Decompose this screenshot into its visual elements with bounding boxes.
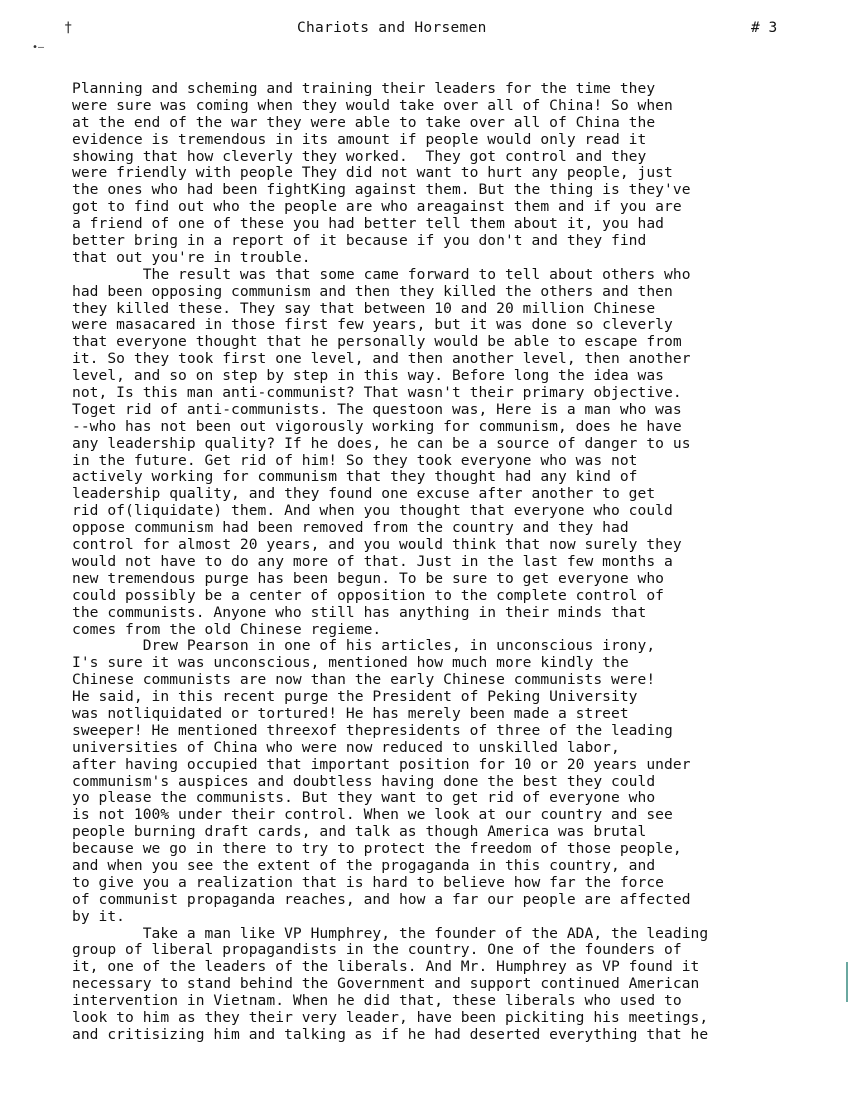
text-line: sweeper! He mentioned threexof thepresidents of three of the leading (72, 721, 673, 739)
text-line: of communist propaganda reaches, and how a far our people are affected (72, 890, 691, 908)
text-line: Drew Pearson in one of his articles, in unconscious irony, (72, 637, 656, 655)
text-line: look to him as they their very leader, have been pickiting his meetings, (72, 1008, 709, 1026)
text-line: the ones who had been fightKing against them. But the thing is they've (72, 181, 691, 199)
text-line: any leadership quality? If he does, he can be a source of danger to us (72, 434, 691, 452)
text-line: to give you a realization that is hard to believe how far the force (72, 873, 665, 891)
text-line: by it. (72, 907, 126, 925)
text-line: the communists. Anyone who still has anything in their minds that (72, 603, 647, 621)
text-line: that out you're in trouble. (72, 248, 311, 266)
text-line: Planning and scheming and training their leaders for the time they (72, 80, 656, 97)
text-line: universities of China who were now reduced to unskilled labor, (72, 738, 620, 756)
text-line: could possibly be a center of opposition to the complete control of (72, 586, 665, 604)
edge-mark (846, 962, 848, 1002)
text-line: it, one of the leaders of the liberals. And Mr. Humphrey as VP found it (72, 958, 700, 976)
text-line: people burning draft cards, and talk as though America was brutal (72, 823, 647, 841)
document-body (72, 81, 832, 1044)
text-line: a friend of one of these you had better tell them about it, you had (72, 215, 665, 233)
text-line: comes from the old Chinese regieme. (72, 620, 382, 638)
text-line: control for almost 20 years, and you would think that now surely they (72, 536, 682, 554)
text-line: they killed these. They say that between 10 and 20 million Chinese (72, 299, 656, 317)
text-line: communism's auspices and doubtless having done the best they could (72, 772, 656, 790)
text-line: would not have to do any more of that. Just in the last few months a (72, 552, 673, 570)
text-line: in the future. Get rid of him! So they took everyone who was not (72, 451, 638, 469)
text-line: --who has not been out vigorously working for communism, does he have (72, 417, 682, 435)
text-line: because we go in there to try to protect the freedom of those people, (72, 840, 682, 858)
text-line: I's sure it was unconscious, mentioned how much more kindly the (72, 654, 629, 672)
page-header (0, 20, 851, 42)
text-line: at the end of the war they were able to take over all of China the (72, 113, 656, 131)
margin-mark: •– (32, 42, 45, 53)
text-line: Chinese communists are now than the early Chinese communists were! (72, 671, 656, 689)
text-line: not, Is this man anti-communist? That wasn't their primary objective. (72, 384, 682, 402)
text-line: level, and so on step by step in this way. Before long the idea was (72, 367, 665, 385)
corner-mark: † (64, 20, 73, 36)
text-line: He said, in this recent purge the President of Peking University (72, 688, 638, 706)
text-line: actively working for communism that they thought had any kind of (72, 468, 638, 486)
text-line: rid of(liquidate) them. And when you thought that everyone who could (72, 502, 673, 520)
page-title: Chariots and Horsemen (297, 20, 487, 36)
text-line: yo please the communists. But they want to get rid of everyone who (72, 789, 656, 807)
text-line: and critisizing him and talking as if he had deserted everything that he (72, 1025, 709, 1043)
text-line: got to find out who the people are who areagainst them and if you are (72, 198, 682, 216)
text-line: is not 100% under their control. When we look at our country and see (72, 806, 673, 824)
text-line: group of liberal propagandists in the country. One of the founders of (72, 941, 682, 959)
text-line: was notliquidated or tortured! He has merely been made a street (72, 704, 629, 722)
text-line: intervention in Vietnam. When he did that, these liberals who used to (72, 992, 682, 1010)
text-line: Toget rid of anti-communists. The questoon was, Here is a man who was (72, 400, 682, 418)
text-line: had been opposing communism and then they killed the others and then (72, 282, 673, 300)
text-line: were masacared in those first few years, but it was done so cleverly (72, 316, 673, 334)
text-line: showing that how cleverly they worked. They got control and they (72, 147, 647, 165)
text-line: it. So they took first one level, and then another level, then another (72, 350, 691, 368)
text-line: new tremendous purge has been begun. To be sure to get everyone who (72, 569, 665, 587)
text-line: leadership quality, and they found one excuse after another to get (72, 485, 656, 503)
text-line: that everyone thought that he personally would be able to escape from (72, 333, 682, 351)
text-line: evidence is tremendous in its amount if people would only read it (72, 130, 647, 148)
text-line: necessary to stand behind the Government and support continued American (72, 975, 700, 993)
text-line: oppose communism had been removed from the country and they had (72, 519, 629, 537)
text-line: and when you see the extent of the progaganda in this country, and (72, 856, 656, 874)
text-line: better bring in a report of it because if you don't and they find (72, 232, 647, 250)
text-line: were sure was coming when they would take over all of China! So when (72, 96, 673, 114)
text-line: were friendly with people They did not want to hurt any people, just (72, 164, 673, 182)
text-line: The result was that some came forward to tell about others who (72, 265, 691, 283)
text-line: Take a man like VP Humphrey, the founder of the ADA, the leading (72, 924, 709, 942)
text-line: after having occupied that important position for 10 or 20 years under (72, 755, 691, 773)
page-number: # 3 (751, 20, 778, 36)
